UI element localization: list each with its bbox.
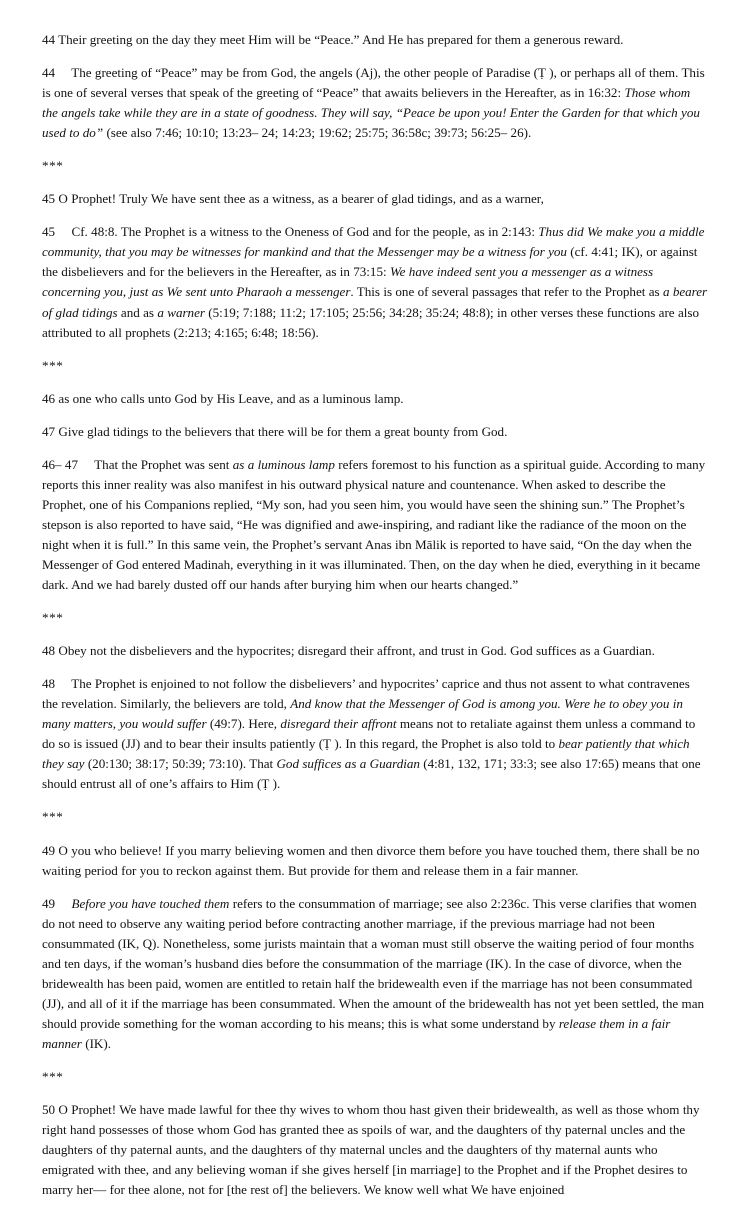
text-column: [42, 30, 708, 1213]
commentary-44: [42, 63, 708, 143]
verse-44: 44 Their greeting on the day they meet Him will be “Peace.” And He has prepared for them a generous reward.: [42, 32, 624, 47]
quoted-italic-text: release them in a fair manner: [42, 1015, 671, 1051]
quoted-italic-text: as a luminous lamp: [232, 456, 335, 472]
quoted-italic-text: Thus did We make you a middle community, that you may be witnesses for mankind and that the Messenger may be a witness for you: [42, 224, 705, 260]
body-text: 45: [42, 224, 56, 240]
divider-5: ***: [42, 1068, 64, 1084]
body-text: Cf. 48:8. The Prophet is a witness to the Oneness of God and for the people, as in 2:143:: [71, 224, 539, 240]
verse-50: 50 O Prophet! We have made lawful for thee thy wives to whom thou hast given their bridewealth, as well as those whom thy right hand possesses of those whom God has granted thee as spoils of war, and the daughters of thy paternal uncles and the daughters of thy paternal aunts, and the daughters of thy maternal uncles and the daughters of thy maternal aunts who emigrated with thee, and any believing woman if she gives herself [in marriage] to the Prophet and if the Prophet desires to marry her— for thee alone, not for [the rest of] the believers. We know well what We have enjoined: [42, 1102, 700, 1198]
body-text: (49:7). Here,: [206, 716, 281, 732]
body-text: The greeting of “Peace” may be from God, the angels (Aj), the other people of Paradise (Ṭ ), or perhaps all of them. This is one of several verses that speak of the greeting of “Peace” that awaits believers in the Hereafter, as in 16:32:: [42, 65, 705, 101]
body-text: . This is one of several passages that refer to the Prophet as: [350, 284, 663, 300]
body-text: That the Prophet was sent: [94, 456, 233, 472]
commentary-48: [42, 674, 708, 794]
quoted-italic-text: Before you have touched them: [71, 895, 230, 911]
body-text: and as: [117, 304, 158, 320]
divider-1: ***: [42, 158, 64, 174]
number-gap: [78, 457, 94, 472]
quoted-italic-text: God suffices as a Guardian: [276, 756, 420, 772]
verse-45: 45 O Prophet! Truly We have sent thee as a witness, as a bearer of glad tidings, and as a warner,: [42, 191, 544, 207]
verse-48: 48 Obey not the disbelievers and the hypocrites; disregard their affront, and trust in God. God suffices as a Guardian.: [42, 643, 655, 659]
body-text: The Prophet is enjoined to not follow the disbelievers’ and hypocrites’ caprice and thus not assent to what contravenes the revelation. Similarly, the believers are told,: [42, 676, 690, 712]
body-text: 48: [42, 676, 56, 692]
quoted-italic-text: Those whom the angels take while they are in a state of goodness. They will say, “Peace be upon you! Enter the Garden for that which you used to do”: [42, 85, 700, 141]
divider-4: ***: [42, 809, 64, 825]
body-text: refers to the consummation of marriage; see also 2:236c. This verse clarifies that women do not need to observe any waiting period before contracting another marriage, if the previous marriage had not been consummated (IK, Q). Nonetheless, some jurists maintain that a woman must still observe the waiting period of four months and ten days, if the woman’s husband dies before the consummation of the marriage (IK). In the case of divorce, when the bridewealth has been paid, women are entitled to retain half the bridewealth even if the marriage has not been consummated (JJ), and all of it if the marriage has been consummated. When the amount of the bridewealth has not yet been settled, the man should provide something for the woman according to his means; this is what some understand by: [42, 895, 705, 1031]
number-gap: [55, 676, 71, 691]
body-text: refers foremost to his function as a spiritual guide. According to many reports this inner reality was also manifest in his outward physical nature and countenance. When asked to describe the Prophet, one of his Companions replied, “My son, had you seen him, you would have seen the shining sun.” The Prophet’s stepson is also reported to have said, “He was dignified and awe-inspiring, and radiant like the radiance of the moon on the night when it is full.” In this same vein, the Prophet’s servant Anas ibn Mālik is reported to have said, “On the day when the Messenger of God entered Madinah, everything in it was illuminated. Then, on the day when he died, everything in it became dark. And we had barely dusted off our hands after burying him when our hearts changed.”: [42, 456, 706, 593]
body-text: means not to retaliate against them unless a command to do so is issued (JJ) and to bear their insults patiently (Ṭ ). In this regard, the Prophet is also told to: [42, 716, 696, 752]
body-text: 49: [42, 895, 56, 911]
quoted-italic-text: We have indeed sent you a messenger as a witness concerning you, just as We sent unto Pharaoh a messenger: [42, 264, 654, 300]
commentary-45: [42, 222, 708, 342]
quoted-italic-text: a warner: [157, 304, 205, 320]
divider-3: ***: [42, 610, 64, 626]
number-gap: [55, 224, 71, 239]
verse-49: 49 O you who believe! If you marry believing women and then divorce them before you have touched them, there shall be no waiting period for you to reckon against them. But provide for them and release them in a fair manner.: [42, 842, 700, 878]
body-text: (5:19; 7:188; 11:2; 17:105; 25:56; 34:28; 35:24; 48:8); in other verses these functions are also attributed to all prophets (2:213; 4:165; 6:48; 18:56).: [42, 304, 699, 340]
body-text: 44: [42, 65, 56, 81]
verse-46: 46 as one who calls unto God by His Leave, and as a luminous lamp.: [42, 390, 404, 406]
quoted-italic-text: disregard their affront: [280, 716, 397, 732]
body-text: (cf. 4:41; IK), or against the disbelievers and for the believers in the Hereafter, as in 73:15:: [42, 244, 698, 280]
number-gap: [55, 896, 71, 911]
commentary-49: [42, 894, 708, 1054]
quoted-italic-text: bear patiently that which they say: [42, 736, 690, 772]
commentary-46-47: [42, 455, 708, 595]
body-text: (20:130; 38:17; 50:39; 73:10). That: [84, 756, 277, 772]
body-text: (IK).: [81, 1035, 111, 1051]
body-text: 46– 47: [42, 456, 78, 472]
body-text: (see also 7:46; 10:10; 13:23– 24; 14:23; 19:62; 25:75; 36:58c; 39:73; 56:25– 26).: [103, 125, 532, 141]
quoted-italic-text: And know that the Messenger of God is among you. Were he to obey you in many matters, you would suffer: [42, 696, 683, 732]
divider-2: ***: [42, 357, 64, 373]
quoted-italic-text: a bearer of glad tidings: [42, 284, 708, 320]
verse-47: 47 Give glad tidings to the believers that there will be for them a great bounty from God.: [42, 423, 508, 439]
body-text: (4:81, 132, 171; 33:3; see also 17:65) means that one should entrust all of one’s affairs to Him (Ṭ ).: [42, 756, 701, 792]
number-gap: [55, 65, 71, 80]
